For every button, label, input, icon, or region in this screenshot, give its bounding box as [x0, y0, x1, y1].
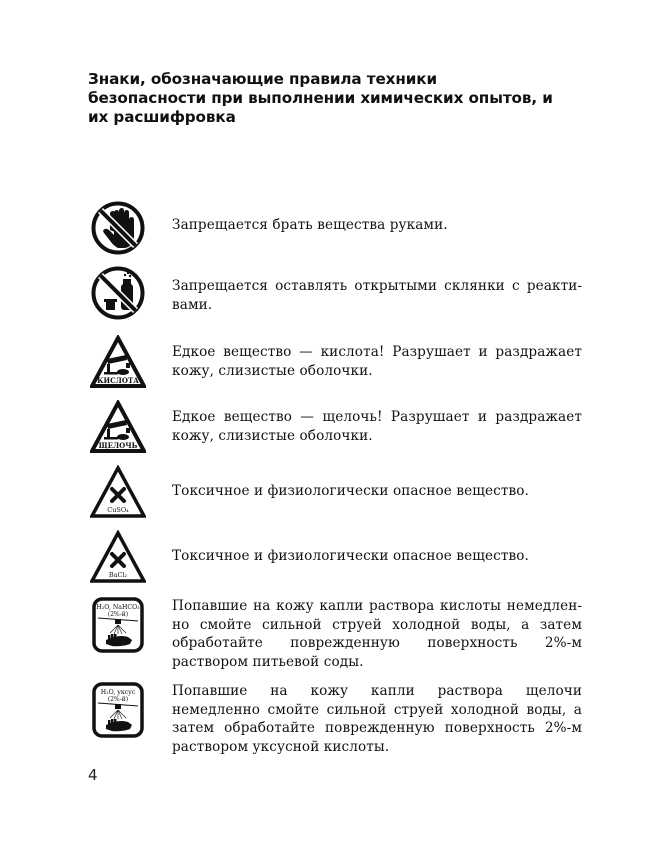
toxic-bacl2-icon	[90, 530, 146, 586]
icon-sublabel: (2%-й)	[107, 696, 129, 703]
corrosive-acid-icon	[90, 335, 146, 391]
icon-label: CuSO₄	[107, 506, 129, 514]
page-title: Знаки, обозначающие правила техники безопасности при выполнении химических опытов, и их расшифровка	[88, 70, 553, 126]
sign-description: Попавшие на кожу капли раствора щелочи немедленно смойте сильной струей холодной воды, а затем обработайте поврежденную поверхность 2%-м раствором уксусной кислоты.	[172, 683, 582, 755]
sign-description: Токсичное и физиологически опасное вещество.	[172, 483, 529, 499]
corrosive-alkali-icon	[90, 400, 146, 456]
sign-description: Едкое вещество — кислота! Разрушает и раздражает кожу, слизистые оболочки.	[172, 344, 582, 379]
icon-label: H₂O, NaHCO₃	[96, 604, 140, 611]
no-hands-icon	[90, 200, 146, 256]
sign-description: Едкое вещество — щелочь! Разрушает и раздражает кожу, слизистые оболочки.	[172, 409, 582, 444]
no-open-bottles-icon	[90, 265, 146, 321]
icon-sublabel: (2%-й)	[107, 611, 129, 618]
icon-label: КИСЛОТА	[97, 376, 139, 385]
sign-description: Запрещается брать вещества руками.	[172, 217, 448, 233]
sign-description: Попавшие на кожу капли раствора кислоты немедленно смойте сильной струей холодной воды, а затем обработайте поврежденную поверхность 2%-м раствором питьевой соды.	[172, 598, 582, 670]
rinse-alkali-icon	[92, 682, 144, 738]
page-number: 4	[88, 766, 98, 784]
sign-description: Токсичное и физиологически опасное вещество.	[172, 548, 529, 564]
rinse-acid-icon	[92, 597, 144, 653]
icon-label: BaCl₂	[108, 571, 128, 579]
toxic-cuso4-icon	[90, 465, 146, 521]
sign-description: Запрещается оставлять открытыми склянки с реактивами.	[172, 278, 582, 313]
icon-label: ЩЕЛОЧЬ	[98, 441, 138, 450]
icon-label: H₂O, уксус	[100, 689, 136, 696]
